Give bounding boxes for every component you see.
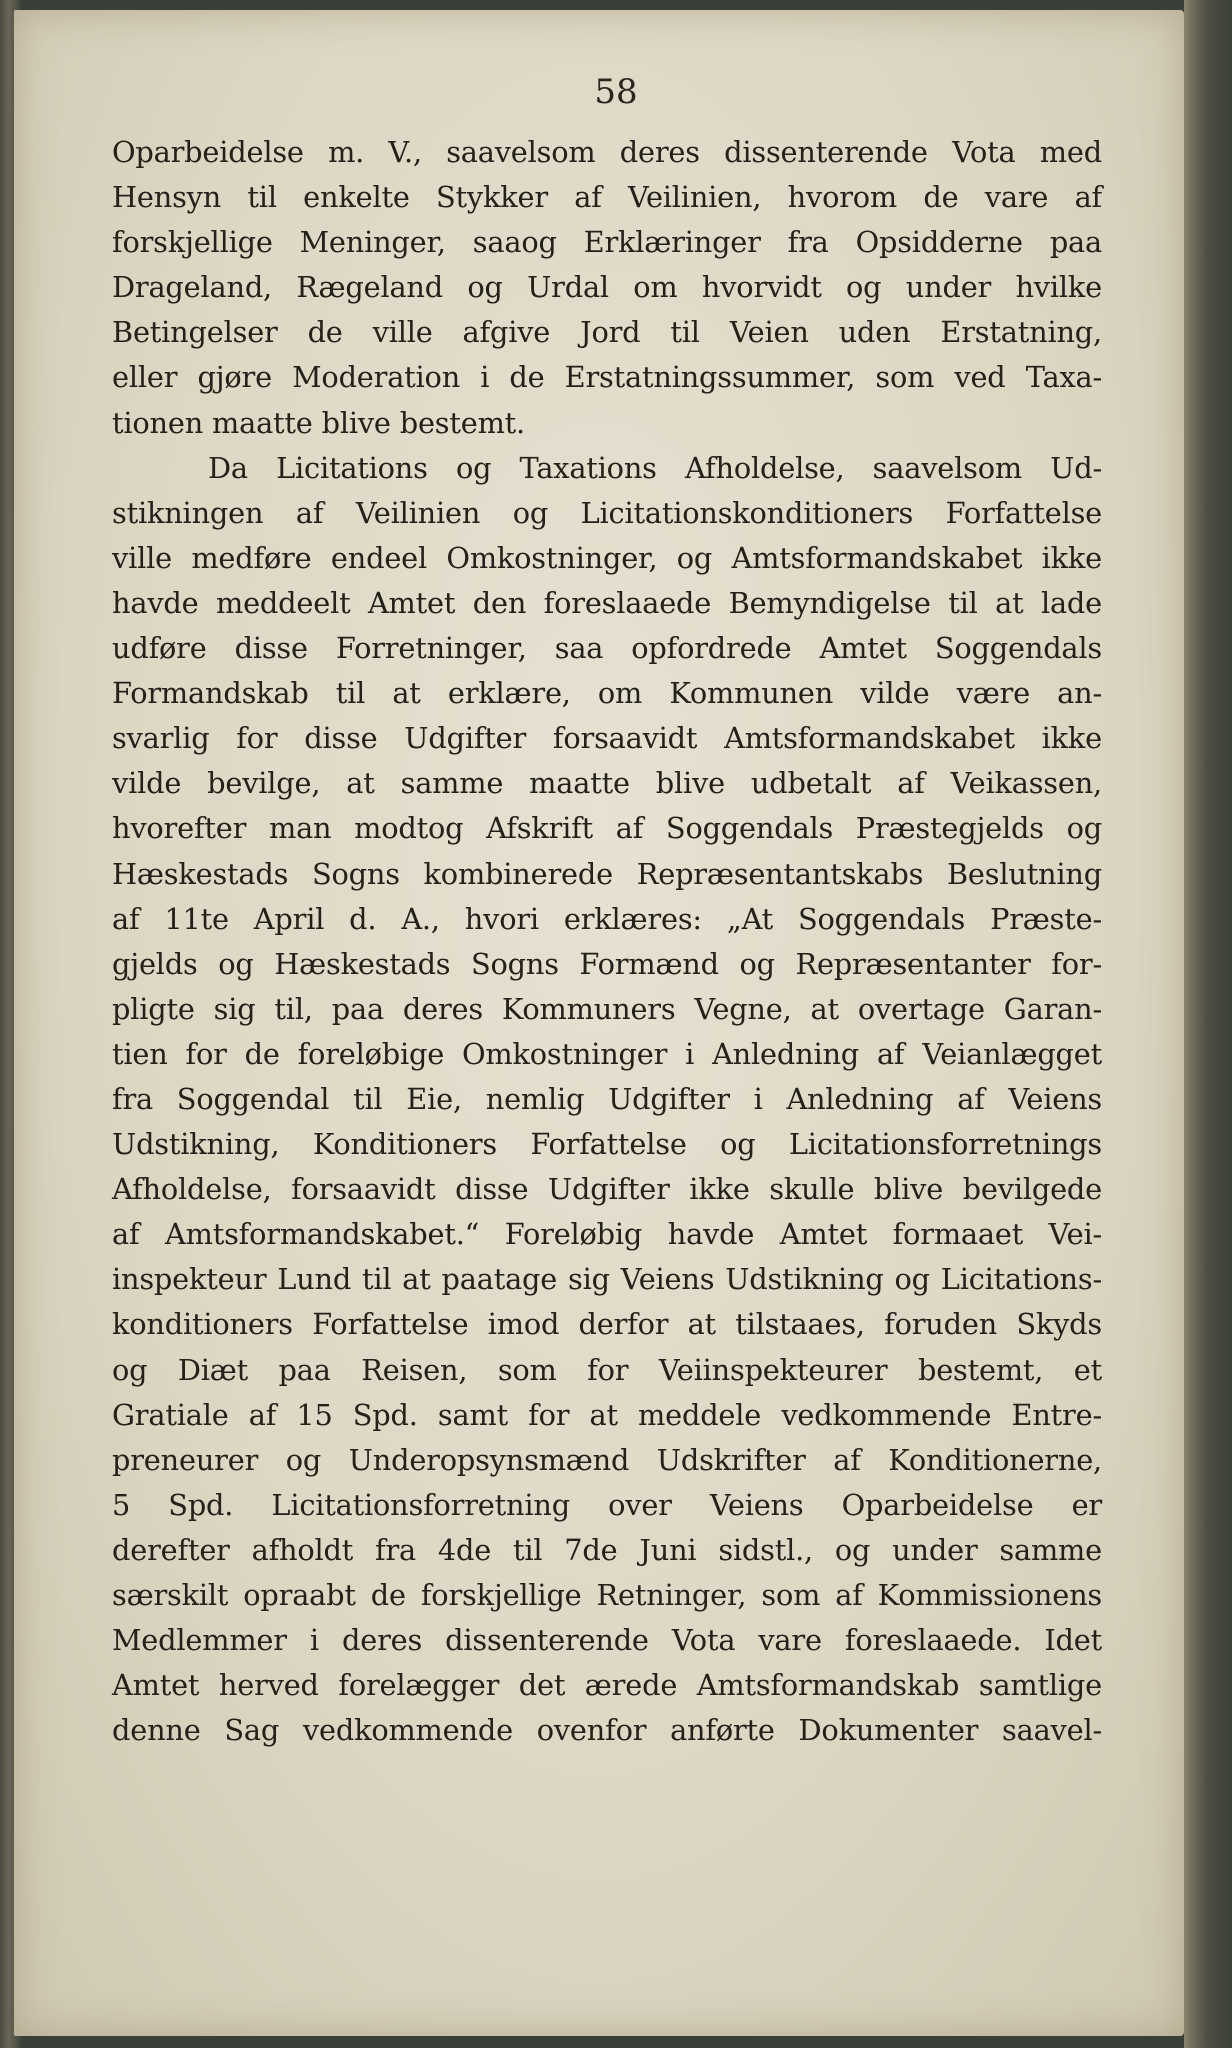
text-line: af 11te April d. A., hvori erklæres: „At Soggendals Præste-	[112, 901, 1102, 936]
text-line: ville medføre endeel Omkostninger, og Amtsformandskabet ikke	[112, 540, 1102, 575]
book-spine-edge	[1184, 0, 1232, 2048]
text-line: Formandskab til at erklære, om Kommunen vilde være an-	[112, 676, 1102, 711]
text-line: Hensyn til enkelte Stykker af Veilinien, hvorom de vare af	[112, 180, 1102, 215]
text-line: hvorefter man modtog Afskrift af Soggendals Præstegjelds og	[112, 811, 1102, 846]
text-line: 5 Spd. Licitationsforretning over Veiens Oparbeidelse er	[112, 1487, 1102, 1522]
text-line: pligte sig til, paa deres Kommuners Vegne, at overtage Garan-	[112, 991, 1102, 1026]
text-line: stikningen af Veilinien og Licitationskonditioners Forfattelse	[112, 495, 1102, 530]
text-line: tionen maatte blive bestemt.	[112, 405, 526, 440]
text-line: Drageland, Rægeland og Urdal om hvorvidt og under hvilke	[112, 270, 1102, 305]
text-line: særskilt opraabt de forskjellige Retninger, som af Kommissionens	[112, 1578, 1102, 1612]
text-line: Afholdelse, forsaavidt disse Udgifter ikke skulle blive bevilgede	[112, 1172, 1102, 1207]
page-number: 58	[594, 72, 638, 112]
text-line: eller gjøre Moderation i de Erstatningssummer, som ved Taxa-	[112, 360, 1102, 395]
text-line: forskjellige Meninger, saaog Erklæringer fra Opsidderne paa	[112, 225, 1102, 260]
text-line: svarlig for disse Udgifter forsaavidt Amtsformandskabet ikke	[112, 721, 1102, 756]
text-line: udføre disse Forretninger, saa opfordrede Amtet Soggendals	[112, 631, 1102, 666]
text-line: af Amtsformandskabet.“ Foreløbig havde Amtet formaaet Vei-	[112, 1217, 1102, 1252]
text-line: Medlemmer i deres dissenterende Vota vare foreslaaede. Idet	[112, 1623, 1102, 1658]
text-line: havde meddeelt Amtet den foreslaaede Bemyndigelse til at lade	[112, 585, 1102, 620]
text-line: Betingelser de ville afgive Jord til Veien uden Erstatning,	[112, 315, 1102, 350]
text-line: inspekteur Lund til at paatage sig Veiens Udstikning og Licitations-	[112, 1262, 1102, 1297]
text-line: derefter afholdt fra 4de til 7de Juni sidstl., og under samme	[112, 1532, 1102, 1567]
text-line: Da Licitations og Taxations Afholdelse, saavelsom Ud-	[208, 450, 1102, 485]
text-line: gjelds og Hæskestads Sogns Formænd og Repræsentanter for-	[112, 946, 1102, 981]
text-line: Gratiale af 15 Spd. samt for at meddele vedkommende Entre-	[112, 1397, 1102, 1432]
text-line: denne Sag vedkommende ovenfor anførte Dokumenter saavel-	[112, 1713, 1102, 1748]
text-line: og Diæt paa Reisen, som for Veiinspekteurer bestemt, et	[112, 1352, 1102, 1387]
text-line: Hæskestads Sogns kombinerede Repræsentantskabs Beslutning	[112, 856, 1102, 891]
text-line: preneurer og Underopsynsmænd Udskrifter af Konditionerne,	[112, 1442, 1102, 1477]
text-line: tien for de foreløbige Omkostninger i Anledning af Veianlægget	[112, 1036, 1102, 1071]
text-line: Oparbeidelse m. V., saavelsom deres dissenterende Vota med	[112, 135, 1102, 169]
text-line: vilde bevilge, at samme maatte blive udbetalt af Veikassen,	[112, 766, 1102, 801]
body-text	[112, 130, 1102, 1753]
text-line: Amtet herved forelægger det ærede Amtsformandskab samtlige	[112, 1668, 1102, 1703]
text-line: konditioners Forfattelse imod derfor at tilstaaes, foruden Skyds	[112, 1307, 1102, 1342]
text-line: fra Soggendal til Eie, nemlig Udgifter i Anledning af Veiens	[112, 1081, 1102, 1116]
text-line: Udstikning, Konditioners Forfattelse og Licitationsforretnings	[112, 1127, 1102, 1162]
